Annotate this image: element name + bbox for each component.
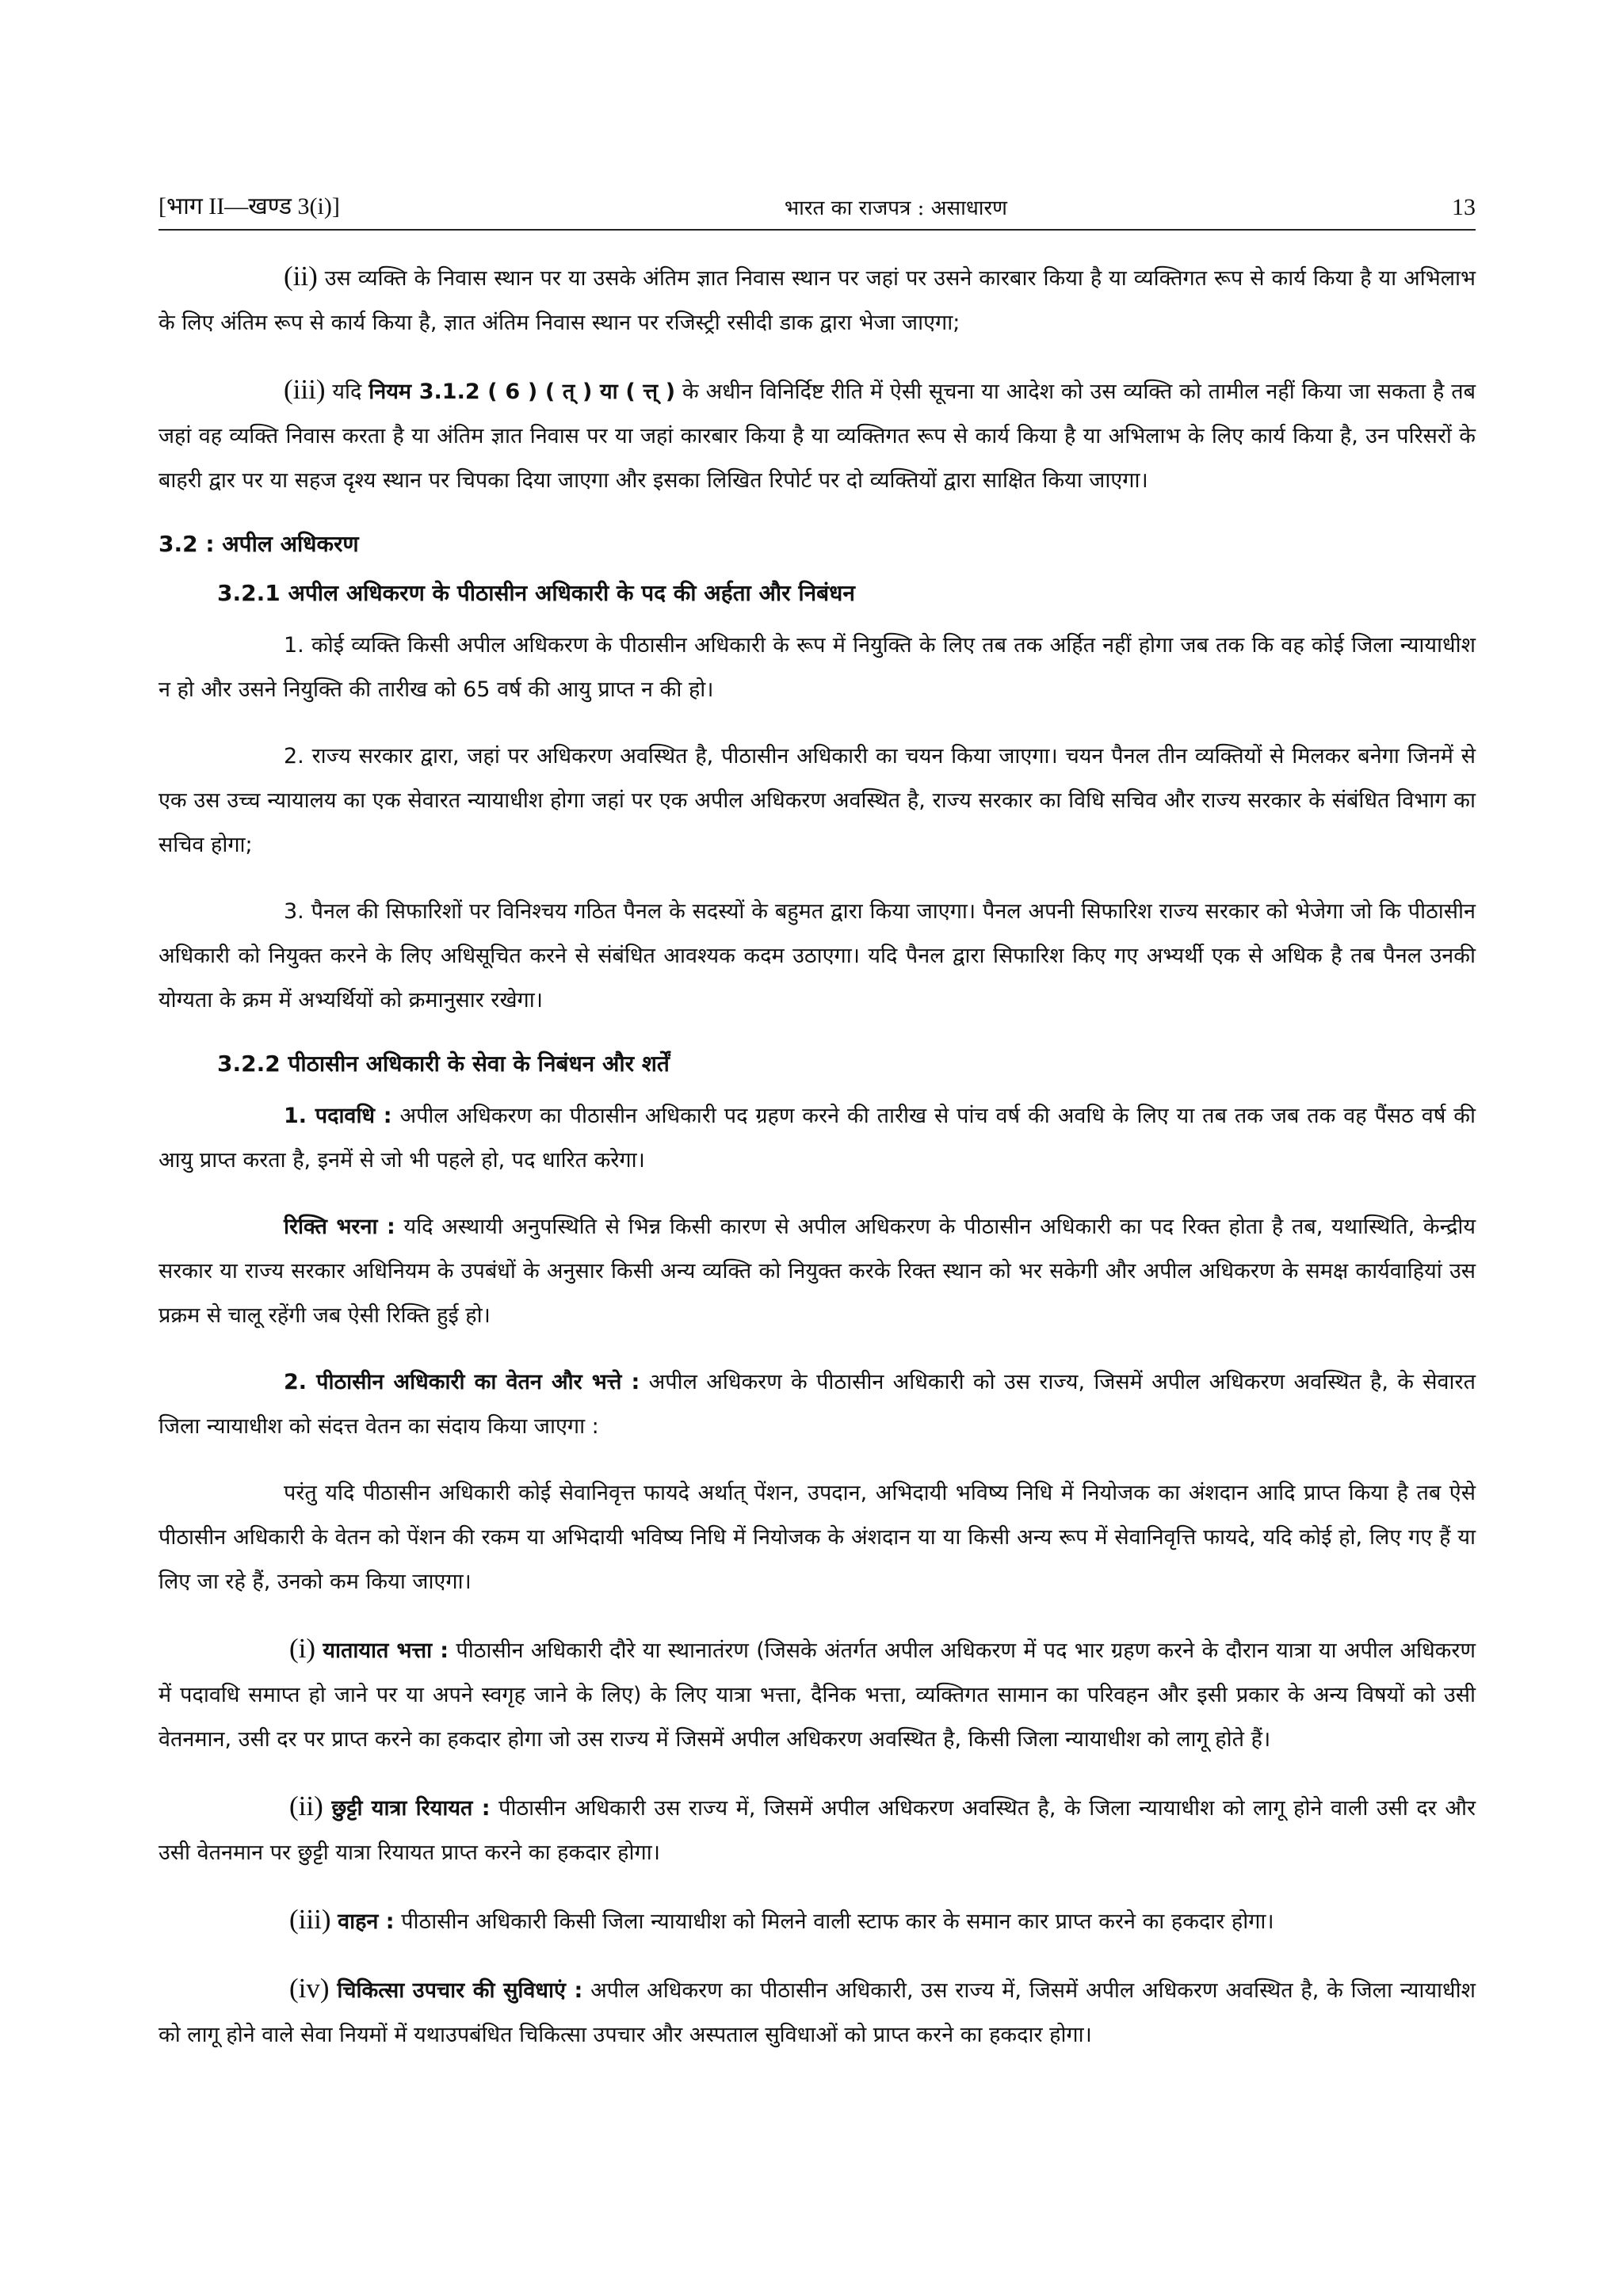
page-header [158,189,1476,231]
clause-number: (i) [289,1633,316,1664]
salary-text: अपील अधिकरण के पीठासीन अधिकारी को उस राज्य, जिसमें अपील अधिकरण अवस्थित है, के सेवारत जिला न्यायाधीश को संदत्त वेतन का संदाय किया जाएगा : [158,1370,1476,1439]
page-number: 13 [1451,194,1476,220]
proviso-paragraph: परंतु यदि पीठासीन अधिकारी कोई सेवानिवृत्त फायदे अर्थात् पेंशन, उपदान, अभिदायी भविष्य निधि में नियोजक का अंशदान आदि प्राप्त किया है तब ऐसे पीठासीन अधिकारी के वेतन को पेंशन की रकम या अभिदायी भविष्य निधि में नियोजक के अंशदान या या किसी अन्य रूप में सेवानिवृत्ति फायदे, यदि कोई हो, लिए गए हैं या लिए जा रहे हैं, उनको कम किया जाएगा। [158,1481,1476,1594]
term-heading: 1. पदावधि : [284,1104,392,1128]
header-part-section: [भाग II—खण्ड 3(i)] [158,193,340,219]
subsection-heading-3-2-1: 3.2.1 अपील अधिकरण के पीठासीन अधिकारी के पद की अर्हता और निबंधन [217,580,855,606]
term-text: अपील अधिकरण का पीठासीन अधिकारी पद ग्रहण करने की तारीख से पांच वर्ष की अवधि के लिए या तब तक जब तक वह पैंसठ वर्ष की आयु प्राप्त करता है, इनमें से जो भी पहले हो, पद धारित करेगा। [158,1104,1476,1173]
medical-text: अपील अधिकरण का पीठासीन अधिकारी, उस राज्य में, जिसमें अपील अधिकरण अवस्थित है, के जिला न्यायाधीश को लागू होने वाले सेवा नियमों में यथाउपबंधित चिकित्सा उपचार और अस्पताल सुविधाओं को प्राप्त करने का हकदार होगा। [158,1978,1476,2047]
clause-number: (iii) [284,374,326,405]
vacancy-paragraph [158,1205,1476,1338]
numbered-paragraph-3: 3. पैनल की सिफारिशों पर विनिश्चय गठित पैनल के सदस्यों के बहुमत द्वारा किया जाएगा। पैनल अपनी सिफारिश राज्य सरकार को भेजेगा जो कि पीठासीन अधिकारी को नियुक्त करने के लिए अधिसूचित करने से संबंधित आवश्यक कदम उठाएगा। यदि पैनल द्वारा सिफारिश किए गए अभ्यर्थी एक से अधिक है तब पैनल उनकी योग्यता के क्रम में अभ्यर्थियों को क्रमानुसार रखेगा। [158,899,1476,1013]
clause-number: (ii) [284,261,318,292]
salary-paragraph [158,1360,1476,1449]
vacancy-text: यदि अस्थायी अनुपस्थिति से भिन्न किसी कारण से अपील अधिकरण के पीठासीन अधिकारी का पद रिक्त होता है तब, यथास्थिति, केन्द्रीय सरकार या राज्य सरकार अधिनियम के उपबंधों के अनुसार किसी अन्य व्यक्ति को नियुक्त करके रिक्त स्थान को भर सकेगी और अपील अधिकरण के समक्ष कार्यवाहियां उस प्रक्रम से चालू रहेंगी जब ऐसी रिक्ति हुई हो। [158,1215,1476,1328]
vehicle-text: पीठासीन अधिकारी किसी जिला न्यायाधीश को मिलने वाली स्टाफ कार के समान कार प्राप्त करने का हकदार होगा। [401,1909,1274,1934]
clause-number: (iv) [289,1973,330,2004]
clause-text: उस व्यक्ति के निवास स्थान पर या उसके अंतिम ज्ञात निवास स्थान पर जहां पर उसने कारबार किया है या व्यक्तिगत रूप से कार्य किया है या अभिलाभ के लिए अंतिम रूप से कार्य किया है, ज्ञात अंतिम निवास स्थान पर रजिस्ट्री रसीदी डाक द्वारा भेजा जाएगा; [158,266,1476,335]
vehicle-heading: वाहन : [338,1909,395,1934]
medical-heading: चिकित्सा उपचार की सुविधाएं : [337,1978,583,2003]
travel-text: पीठासीन अधिकारी दौरे या स्थानातंरण (जिसके अंतर्गत अपील अधिकरण में पद भार ग्रहण करने के दौरान यात्रा या अपील अधिकरण में पदावधि समाप्त हो जाने पर या अपने स्वगृह जाने के लिए) के लिए यात्रा भत्ता, दैनिक भत्ता, व्यक्तिगत सामान का परिवहन और इसी प्रकार के अन्य विषयों को उसी वेतनमान, उसी दर पर प्राप्त करने का हकदार होगा जो उस राज्य में जिसमें अपील अधिकरण अवस्थित है, किसी जिला न्यायाधीश को लागू होते हैं। [158,1638,1476,1752]
medical-facilities-paragraph [158,1966,1476,2058]
header-gazette-title: भारत का राजपत्र : असाधारण [784,196,1007,220]
clause-iii-paragraph [158,368,1476,503]
vehicle-paragraph [158,1897,1476,1944]
numbered-paragraph-1: 1. कोई व्यक्ति किसी अपील अधिकरण के पीठासीन अधिकारी के रूप में नियुक्ति के लिए तब तक अर्हित नहीं होगा जब तक कि वह कोई जिला न्यायाधीश न हो और उसने नियुक्ति की तारीख को 65 वर्ष की आयु प्राप्त न की हो। [158,633,1476,702]
vacancy-heading: रिक्ति भरना : [284,1215,395,1239]
ltc-text: पीठासीन अधिकारी उस राज्य में, जिसमें अपील अधिकरण अवस्थित है, के जिला न्यायाधीश को लागू होने वाली उसी दर और उसी वेतनमान पर छुट्टी यात्रा रियायत प्राप्त करने का हकदार होगा। [158,1796,1476,1865]
clause-text: के अधीन विनिर्दिष्ट रीति में ऐसी सूचना या आदेश को उस व्यक्ति को तामील नहीं किया जा सकता है तब जहां वह व्यक्ति निवास करता है या अंतिम ज्ञात निवास पर या जहां कारबार किया है या व्यक्तिगत रूप से कार्य किया है या अभिलाभ के लिए कार्य किया है, उन परिसरों के बाहरी द्वार पर या सहज दृश्य स्थान पर चिपका दिया जाएगा और इसका लिखित रिपोर्ट पर दो व्यक्तियों द्वारा साक्षित किया जाएगा। [158,379,1476,493]
clause-number: (ii) [289,1791,323,1821]
travel-heading: यातायात भत्ता : [323,1638,449,1663]
leave-travel-paragraph [158,1784,1476,1875]
clause-ii-paragraph [158,254,1476,345]
section-heading-3-2: 3.2 : अपील अधिकरण [158,531,359,557]
clause-number: (iii) [289,1904,331,1935]
salary-heading: 2. पीठासीन अधिकारी का वेतन और भत्ते : [284,1370,640,1394]
rule-reference: नियम 3.1.2 ( 6 ) ( त् ) या ( त्त् ) [369,379,676,404]
ltc-heading: छुट्टी यात्रा रियायत : [331,1796,491,1821]
numbered-paragraph-2: 2. राज्य सरकार द्वारा, जहां पर अधिकरण अवस्थित है, पीठासीन अधिकारी का चयन किया जाएगा। चयन पैनल तीन व्यक्तियों से मिलकर बनेगा जिनमें से एक उस उच्च न्यायालय का एक सेवारत न्यायाधीश होगा जहां पर एक अपील अधिकरण अवस्थित है, राज्य सरकार का विधि सचिव और राज्य सरकार के संबंधित विभाग का सचिव होगा; [158,744,1476,857]
clause-prefix: यदि [332,379,362,404]
subsection-heading-3-2-2: 3.2.2 पीठासीन अधिकारी के सेवा के निबंधन और शर्तें [217,1051,670,1077]
travel-allowance-paragraph [158,1627,1476,1762]
term-of-office-paragraph [158,1094,1476,1183]
